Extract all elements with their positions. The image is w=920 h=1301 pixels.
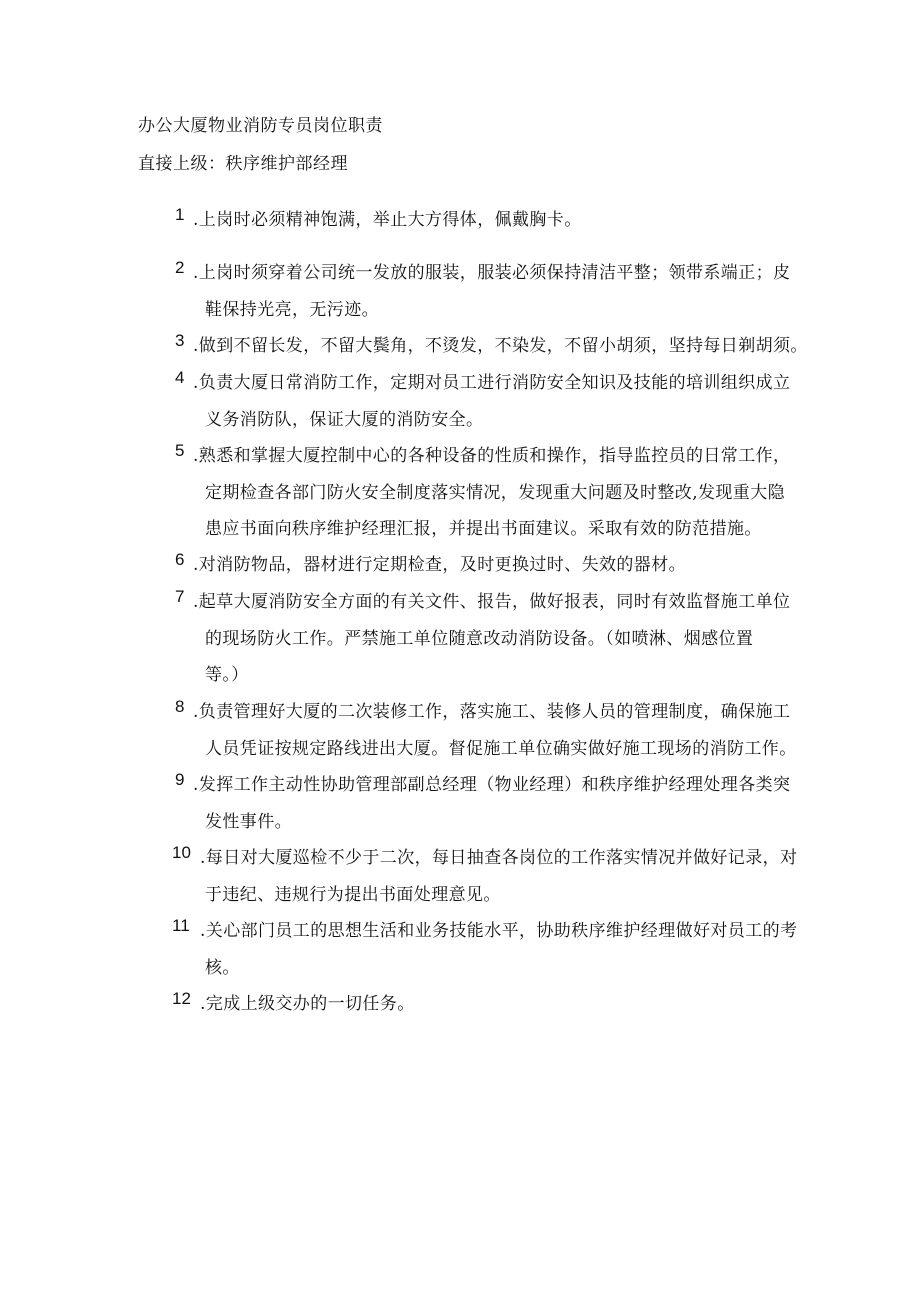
- duty-text-line: .负责大厦日常消防工作，定期对员工进行消防安全知识及技能的培训组织成立: [193, 373, 791, 393]
- duty-text-line: .每日对大厦巡检不少于二次，每日抽查各岗位的工作落实情况并做好记录，对: [200, 848, 798, 868]
- duty-number: 6: [175, 550, 185, 569]
- duty-text-line: 等。）: [205, 665, 249, 685]
- duty-text-line: .熟悉和掌握大厦控制中心的各种设备的性质和操作，指导监控员的日常工作，: [193, 446, 791, 466]
- duty-number: 8: [175, 697, 185, 716]
- duty-text-line: .上岗时必须精神饱满，举止大方得体，佩戴胸卡。: [193, 210, 582, 230]
- duty-text-line: 核。: [205, 957, 240, 978]
- duty-text-line: .发挥工作主动性协助管理部副总经理（物业经理）和秩序维护经理处理各类突: [193, 775, 791, 795]
- duty-number: 2: [175, 258, 185, 277]
- duty-text-line: 的现场防火工作。严禁施工单位随意改动消防设备。（如喷淋、烟感位置: [205, 628, 754, 649]
- duty-text-line: 发性事件。: [205, 811, 292, 832]
- duty-text-line: 于违纪、违规行为提出书面处理意见。: [205, 884, 501, 905]
- duty-text-line: .关心部门员工的思想生活和业务技能水平，协助秩序维护经理做好对员工的考: [200, 921, 798, 941]
- duty-text-line: 定期检查各部门防火安全制度落实情况，发现重大问题及时整改,发现重大隐: [205, 482, 786, 503]
- page-title: 办公大厦物业消防专员岗位职责: [138, 116, 383, 136]
- duty-number: 5: [175, 441, 185, 460]
- duty-text-line: .对消防物品，器材进行定期检查，及时更换过时、失效的器材。: [193, 555, 687, 575]
- duty-text-line: .负责管理好大厦的二次装修工作，落实施工、装修人员的管理制度，确保施工: [193, 702, 791, 722]
- duty-number: 12: [172, 989, 191, 1008]
- duty-number: 4: [175, 368, 185, 387]
- duty-text-line: 患应书面向秩序维护经理汇报，并提出书面建议。采取有效的防范措施。: [205, 519, 762, 539]
- duty-number: 7: [175, 587, 185, 606]
- duty-text-line: .上岗时须穿着公司统一发放的服装，服装必须保持清洁平整；领带系端正；皮: [193, 263, 791, 283]
- duty-text-line: .完成上级交办的一切任务。: [200, 994, 415, 1014]
- duty-number: 10: [172, 843, 191, 862]
- duty-text-line: .做到不留长发，不留大鬓角，不烫发，不染发，不留小胡须，坚持每日剃胡须。: [193, 336, 808, 356]
- duty-text-line: 人员凭证按规定路线进出大厦。督促施工单位确实做好施工现场的消防工作。: [205, 738, 797, 759]
- duty-number: 9: [175, 770, 185, 789]
- duty-number: 1: [175, 205, 185, 224]
- duty-text-line: 义务消防队，保证大厦的消防安全。: [205, 409, 484, 430]
- direct-supervisor: 直接上级：秩序维护部经理: [138, 154, 348, 174]
- duty-text-line: 鞋保持光亮，无污迹。: [205, 299, 379, 320]
- duty-number: 11: [172, 916, 190, 935]
- duty-number: 3: [175, 331, 185, 350]
- duty-text-line: .起草大厦消防安全方面的有关文件、报告，做好报表，同时有效监督施工单位: [193, 592, 791, 612]
